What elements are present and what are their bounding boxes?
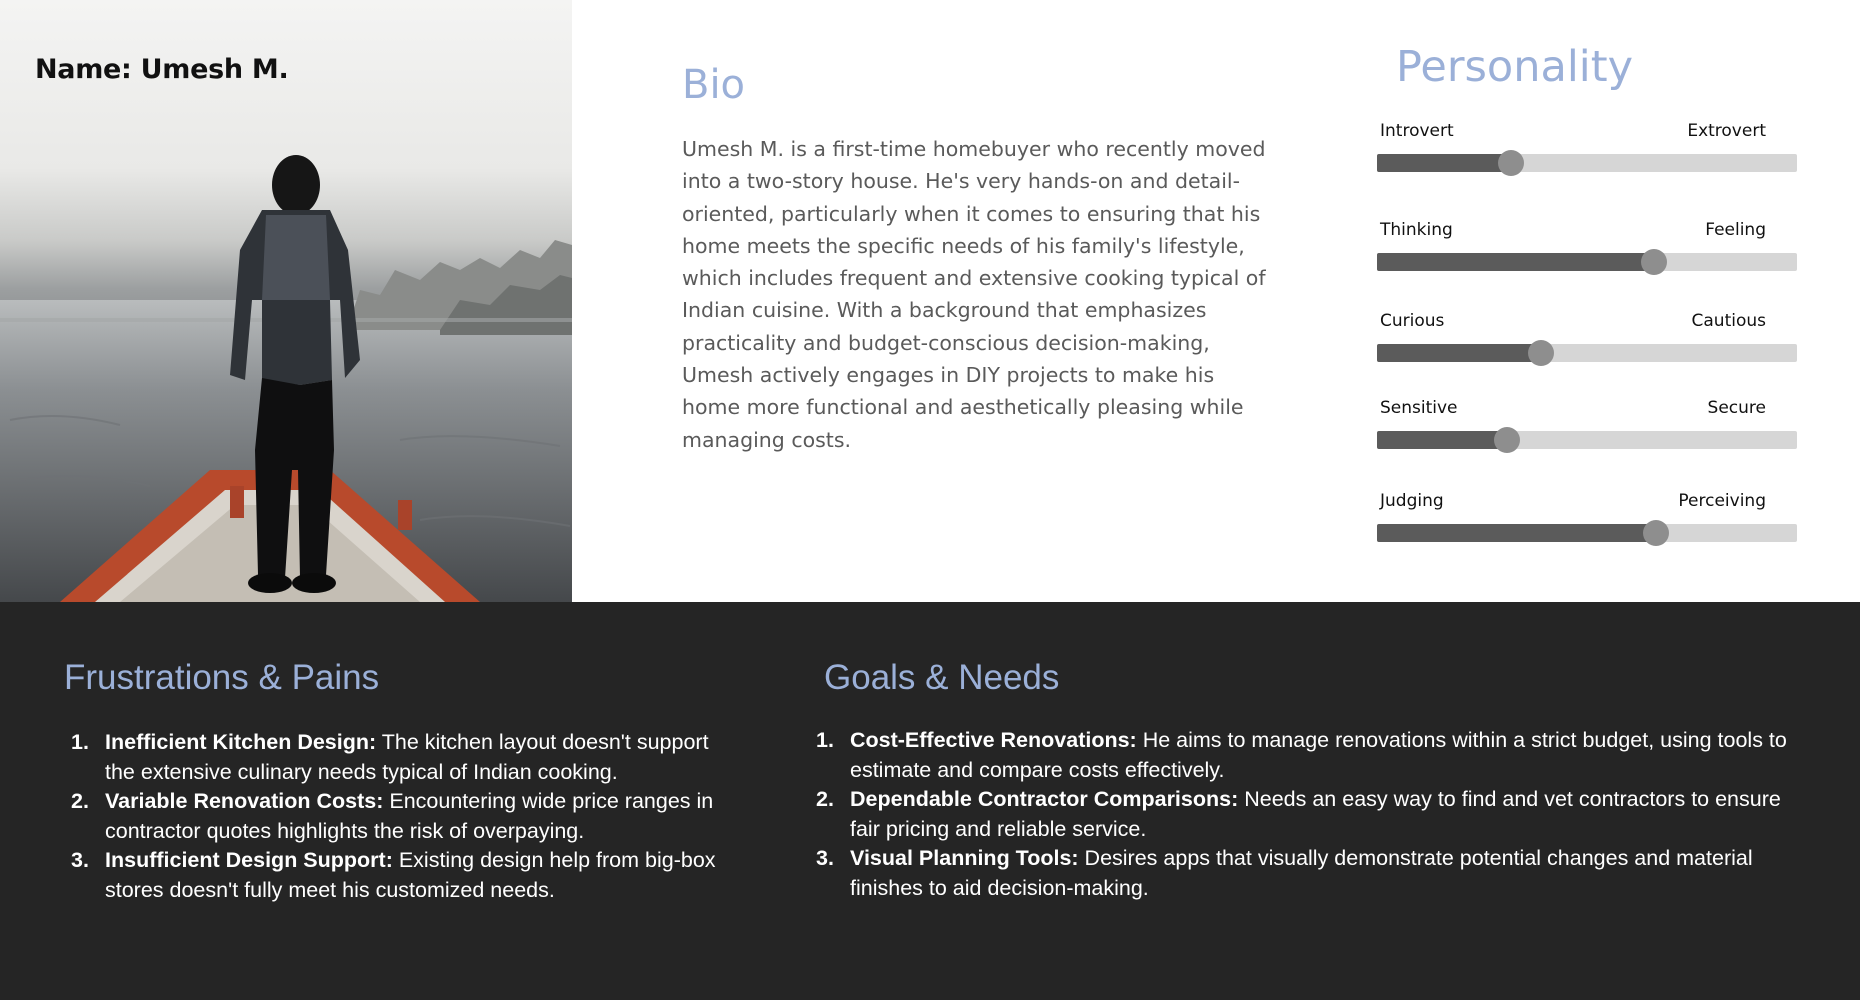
list-item-heading: Inefficient Kitchen Design: <box>105 730 377 754</box>
trait-right-label: Feeling <box>1705 220 1766 240</box>
trait-left-label: Judging <box>1380 491 1444 511</box>
trait-slider-fill <box>1377 154 1511 172</box>
trait-slider-track <box>1377 154 1797 172</box>
list-item <box>816 785 1800 844</box>
list-item-heading: Visual Planning Tools: <box>850 846 1079 870</box>
trait-slider-knob <box>1494 427 1520 453</box>
list-item <box>71 728 730 787</box>
trait-right-label: Cautious <box>1691 311 1766 331</box>
trait-introvert-extrovert <box>1377 121 1797 181</box>
personality-title: Personality <box>1396 42 1634 92</box>
trait-judging-perceiving <box>1377 491 1797 551</box>
goals-list <box>816 726 1800 903</box>
trait-slider-track <box>1377 253 1797 271</box>
trait-slider-knob <box>1528 340 1554 366</box>
list-item <box>71 846 730 905</box>
trait-sensitive-secure <box>1377 398 1797 458</box>
trait-thinking-feeling <box>1377 220 1797 280</box>
bio-text: Umesh M. is a first-time homebuyer who recently moved into a two-story house. He's very hands-on and detail-oriented, particularly when it comes to ensuring that his home meets the specific needs of his family's lifestyle, which includes frequent and extensive cooking typical of Indian cuisine. With a background that emphasizes practicality and budget-conscious decision-making, Umesh actively engages in DIY projects to make his home more functional and aesthetically pleasing while managing costs. <box>682 137 1266 452</box>
list-item-heading: Dependable Contractor Comparisons: <box>850 787 1239 811</box>
list-item-text: Encountering wide price ranges in contractor quotes highlights the risk of overpaying. <box>105 789 714 843</box>
list-item-number: 1. <box>71 730 89 754</box>
trait-slider-knob <box>1643 520 1669 546</box>
trait-slider-fill <box>1377 524 1656 542</box>
list-item-number: 2. <box>71 789 89 813</box>
list-item <box>816 844 1800 903</box>
frustrations-list <box>71 728 730 905</box>
photo-illustration <box>0 0 572 602</box>
trait-slider-fill <box>1377 253 1654 271</box>
list-item-text: Existing design help from big-box stores doesn't fully meet his customized needs. <box>105 848 716 902</box>
list-item <box>71 787 730 846</box>
list-item-number: 1. <box>816 728 834 752</box>
trait-right-label: Extrovert <box>1687 121 1766 141</box>
trait-left-label: Thinking <box>1380 220 1453 240</box>
trait-slider-fill <box>1377 344 1541 362</box>
trait-slider-track <box>1377 524 1797 542</box>
persona-name: Name: Umesh M. <box>35 54 289 85</box>
list-item-text: Needs an easy way to find and vet contractors to ensure fair pricing and reliable service. <box>850 787 1781 841</box>
trait-left-label: Sensitive <box>1380 398 1458 418</box>
bio-title: Bio <box>682 62 746 108</box>
list-item-heading: Insufficient Design Support: <box>105 848 393 872</box>
trait-curious-cautious <box>1377 311 1797 371</box>
trait-left-label: Curious <box>1380 311 1445 331</box>
persona-photo <box>0 0 572 602</box>
list-item-text: The kitchen layout doesn't support the extensive culinary needs typical of Indian cooking. <box>105 730 709 784</box>
trait-slider-knob <box>1498 150 1524 176</box>
list-item <box>816 726 1800 785</box>
list-item-number: 2. <box>816 787 834 811</box>
list-item-heading: Cost-Effective Renovations: <box>850 728 1137 752</box>
list-item-number: 3. <box>816 846 834 870</box>
trait-slider-track <box>1377 344 1797 362</box>
trait-right-label: Perceiving <box>1678 491 1766 511</box>
trait-right-label: Secure <box>1707 398 1766 418</box>
frustrations-title: Frustrations & Pains <box>64 658 380 697</box>
list-item-text: Desires apps that visually demonstrate potential changes and material finishes to aid decision-making. <box>850 846 1753 900</box>
trait-left-label: Introvert <box>1380 121 1454 141</box>
goals-title: Goals & Needs <box>824 658 1060 697</box>
list-item-text: He aims to manage renovations within a strict budget, using tools to estimate and compare costs effectively. <box>850 728 1787 782</box>
trait-slider-fill <box>1377 431 1507 449</box>
list-item-number: 3. <box>71 848 89 872</box>
list-item-heading: Variable Renovation Costs: <box>105 789 384 813</box>
trait-slider-knob <box>1641 249 1667 275</box>
trait-slider-track <box>1377 431 1797 449</box>
